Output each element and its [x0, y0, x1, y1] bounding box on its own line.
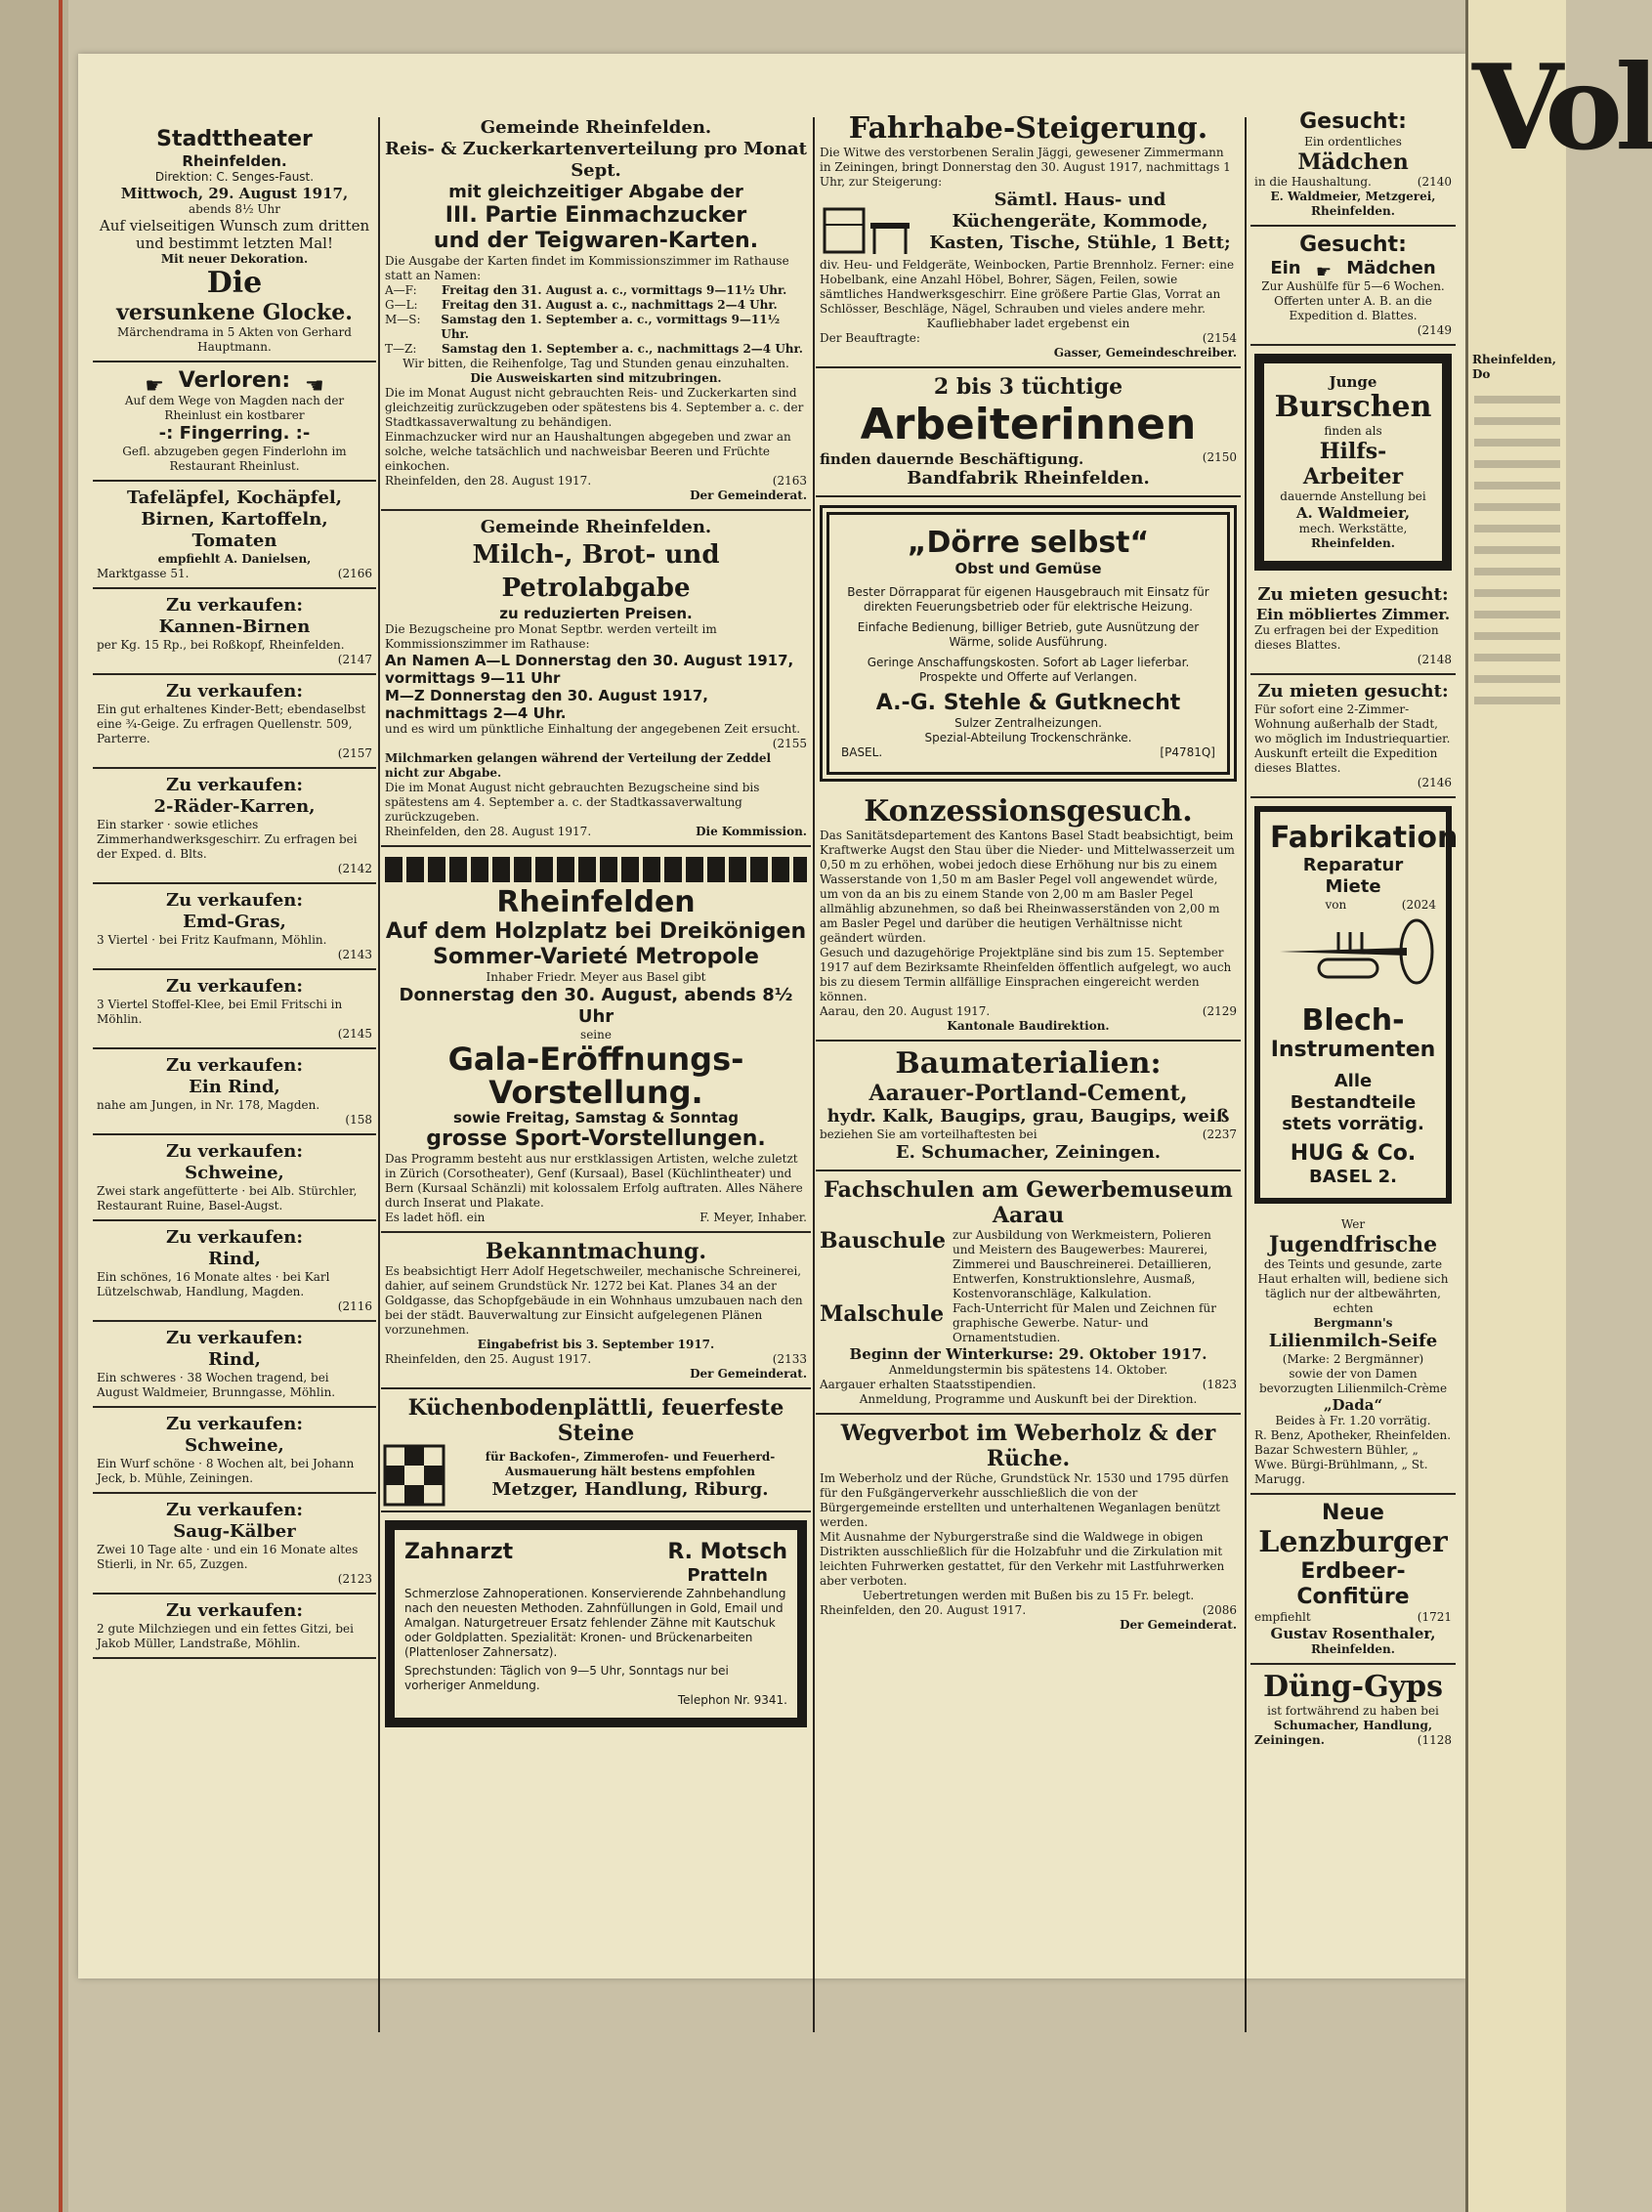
sale-text: 2 gute Milchziegen und ein fettes Gitzi, bei Jakob Müller, Landstraße, Möhlin. [97, 1622, 354, 1650]
ad-text: Schmerzlose Zahnoperationen. Konservierende Zahnbehandlung nach den neuesten Methoden. Zahnfüllungen in Gold, Email und Amalgan. Naturgetreuer Ersatz fehlender Zähne mit Kautschuk oder Goldplatten. Spezialität: Kronen- und Brückenarbeiten (Plattenloser Zahnersatz). [404, 1587, 786, 1659]
notice-date: Rheinfelden, den 28. August 1917. [385, 474, 592, 488]
sale-head: Zu verkaufen: [165, 1055, 304, 1076]
sale-text: nahe am Jungen, in Nr. 178, Magden. [97, 1098, 320, 1112]
schedule-letters: A—F: [385, 283, 417, 297]
ad-name: R. Motsch [667, 1540, 787, 1564]
adjacent-masthead: Vol [1472, 39, 1652, 177]
sale-item: Emd-Gras, [183, 912, 286, 932]
column-rule [813, 117, 815, 2032]
theater-ad [93, 59, 376, 362]
ad-code: (1128 [1417, 1733, 1452, 1747]
ad-code: (2116 [337, 1299, 372, 1313]
variete-sign: F. Meyer, Inhaber. [699, 1211, 807, 1224]
ad-code: (2166 [337, 567, 372, 580]
schedule-time: Freitag den 31. August a. c., vormittags 9—11½ Uhr. [442, 283, 787, 297]
ad-code: (2154 [1202, 331, 1237, 345]
ad-p1: Bester Dörrapparat für eigenen Hausgebrauch mit Einsatz für direkten Feuerungsbetrieb oder für elektrische Heizung. [847, 585, 1209, 614]
ad-city: BASEL. [841, 745, 883, 759]
ad-sign: A. Waldmeier, [1295, 504, 1411, 522]
ad-code: (2142 [337, 862, 372, 875]
sale-text: 3 Viertel Stoffel-Klee, bei Emil Fritschi in Möhlin. [97, 998, 343, 1026]
sale-head: Zu verkaufen: [165, 1500, 304, 1520]
ad-text: des Teints und gesunde, zarte Haut erhalten will, bediene sich täglich nur der altbewährten, echten [1257, 1257, 1449, 1315]
ad-code: (2133 [772, 1352, 807, 1366]
ad-head: Zu mieten gesucht: [1257, 681, 1449, 702]
ad-l3: beziehen Sie am vorteilhaftesten bei [820, 1127, 1038, 1141]
ad-city: Pratteln [687, 1565, 768, 1586]
variete-sport: grosse Sport-Vorstellungen. [426, 1127, 766, 1151]
notice-r1: An Namen A—L Donnerstag den 30. August 1917, vormittags 9—11 Uhr [385, 652, 794, 687]
sale-item: Saug-Kälber [173, 1521, 296, 1542]
ad-code: [P4781Q] [1160, 745, 1215, 759]
theater-title: Stadttheater [156, 127, 313, 151]
ad-code: (2123 [337, 1572, 372, 1586]
ad-top: 2 bis 3 tüchtige [933, 374, 1123, 400]
schedule-letters: T—Z: [385, 342, 417, 356]
notice-text2: Mit Ausnahme der Nyburgerstraße sind die Waldwege in obigen Distrikten ausschließlich für die Holzabfuhr und die Zirkulation mit leichten Fuhrwerken gestattet, für den Verkehr mit Lastfuhrwerken aber verboten. [820, 1530, 1225, 1588]
theater-date: Mittwoch, 29. August 1917, [120, 185, 349, 202]
notice-date: Aarau, den 20. August 1917. [820, 1004, 991, 1018]
ad-code: (158 [345, 1113, 372, 1127]
notice-r2: M—Z Donnerstag den 30. August 1917, nachmittags 2—4 Uhr. [385, 687, 708, 722]
sale-text: Ein starker · sowie etliches Zimmerhandwerksgeschirr. Zu erfragen bei der Exped. d. Blts. [97, 818, 358, 861]
ad-p3: Geringe Anschaffungskosten. Sofort ab Lager lieferbar. Prospekte und Offerte auf Verlangen. [867, 656, 1190, 684]
ad-sub: Obst und Gemüse [954, 560, 1102, 577]
notice-sign: Der Gemeinderat. [690, 1367, 807, 1381]
ad-l2: in die Haushaltung. [1254, 175, 1372, 189]
ad-text: für Backofen-, Zimmerofen- und Feuerherd-Ausmauerung hält bestens empfohlen [485, 1450, 776, 1478]
sale-ad [93, 1408, 376, 1494]
sale-text: Zwei 10 Tage alte · und ein 16 Monate altes Stierli, in Nr. 65, Zuzgen. [97, 1543, 359, 1571]
steigerung-ad [816, 59, 1241, 368]
doerre-ad [820, 505, 1237, 782]
variete-gala: Gala-Eröffnungs-Vorstellung. [447, 1041, 744, 1111]
column-4 [1250, 59, 1459, 1754]
arbeiterinnen-ad [816, 368, 1241, 497]
ad-l1: Junge [1329, 373, 1377, 391]
sale-ad [93, 1322, 376, 1408]
sale-text: 3 Viertel · bei Fritz Kaufmann, Möhlin. [97, 933, 327, 947]
sale-ad [93, 970, 376, 1049]
ad-hours: Sprechstunden: Täglich von 9—5 Uhr, Sonntags nur bei vorheriger Anmeldung. [404, 1664, 729, 1692]
ad-l1: Aarauer-Portland-Cement, [868, 1081, 1188, 1106]
gesucht-ad-2 [1250, 227, 1456, 346]
sale-head: Zu verkaufen: [165, 1328, 304, 1348]
notice-deadline: Eingabefrist bis 3. September 1917. [477, 1338, 715, 1351]
apples-l4: empfiehlt A. Danielsen, [157, 552, 312, 566]
ad-code: (2157 [337, 746, 372, 760]
variete-also: sowie Freitag, Samstag & Sonntag [452, 1109, 740, 1127]
notice-p1: Wir bitten, die Reihenfolge, Tag und Stunden genau einzuhalten. [402, 357, 789, 370]
ad-l2: Miete [1325, 876, 1381, 897]
ad-code: (2129 [1202, 1004, 1237, 1018]
ad-title: Zahnarzt [404, 1540, 514, 1564]
ad-items: Sämtl. Haus- und Küchengeräte, Kommode, Kasten, Tische, Stühle, 1 Bett; [929, 190, 1231, 253]
notice-text: Im Weberholz und der Rüche, Grundstück Nr. 1530 und 1795 dürfen für den Fußgängerverkehr ausschließlich die von der Bürgergemeinde erstellten und unterhaltenen Weganlagen benützt werden. [820, 1471, 1229, 1529]
sale-ad [93, 1135, 376, 1221]
sale-ad [93, 589, 376, 675]
sale-text: Ein gut erhaltenes Kinder-Bett; ebendaselbst eine ¾-Geige. Zu erfragen Quellenstr. 509, Parterre. [97, 702, 366, 745]
play-title-2: versunkene Glocke. [116, 300, 353, 325]
ad-brand: Bergmann's [1313, 1316, 1393, 1330]
ad-title: „Dörre selbst“ [907, 526, 1150, 560]
ad-title: Fahrhabe-Steigerung. [848, 111, 1208, 146]
ad-code: (2146 [1417, 776, 1452, 789]
ad-code: (2148 [1417, 653, 1452, 666]
ad-l1: Reparatur [1302, 855, 1404, 875]
sale-item: Schweine, [185, 1163, 284, 1183]
notice-title: Konzessionsgesuch. [864, 794, 1193, 829]
ad-l2: finden als [1324, 424, 1382, 438]
theater-direction: Direktion: C. Senges-Faust. [154, 170, 315, 184]
notice-title: Wegverbot im Weberholz & der Rüche. [840, 1421, 1216, 1471]
ad-l2: Erdbeer- [1300, 1559, 1406, 1584]
furniture-icon [820, 190, 917, 258]
notice-text: Das Sanitätsdepartement des Kantons Basel Stadt beabsichtigt, beim Kraftwerke Augst den Stau über die Nieder- und Mittelwasserzeit um 0,50 m zu erhöhen, wobei jedoch diese Erhöhung nur bis zu einem Wasserstande von 1,50 m am Basler Pegel voll angewendet würde, um von da an bis zu einem Stande von 2,00 m am Basler Pegel allmählig abzunehmen, so daß bei Rheinwasserständen von 2,00 m am Basler Pegel und darüber die heutigen Verhältnisse nicht geändert würden. [820, 829, 1235, 945]
variete-prog: Das Programm besteht aus nur erstklassigen Artisten, welche zuletzt in Zürich (Corsotheater), Genf (Kursaal), Basel (Küchlintheater) und Bern (Kursaal Schänzli) mit kolossalem Erfolg auftraten. Alles Nähere durch Inserat und Plakate. [385, 1152, 803, 1210]
ad-mark: (Marke: 2 Bergmänner) [1282, 1352, 1424, 1366]
ad-info: Aargauer erhalten Staatsstipendien. [820, 1378, 1037, 1391]
ad-big: Lenzburger [1258, 1525, 1448, 1559]
ad-firm: A.-G. Stehle & Gutknecht [875, 691, 1181, 715]
sale-head: Zu verkaufen: [165, 681, 304, 702]
ad-p: Alle Bestandteile stets vorrätig. [1282, 1071, 1424, 1134]
notice-title: Reis- & Zuckerkartenverteilung pro Monat Sept. [385, 139, 807, 181]
sale-head: Zu verkaufen: [165, 1141, 304, 1162]
wegverbot-notice [816, 1415, 1241, 1638]
notice-p4: Einmachzucker wird nur an Haushaltungen abgegeben und zwar an solche, welche tatsächlich und nachweisbar Beeren und Früchte einkochen. [385, 430, 791, 473]
notice-intro: Die Ausgabe der Karten findet im Kommissionszimmer im Rathause statt an Namen: [385, 254, 789, 282]
ad-info2: Anmeldung, Programme und Auskunft bei der Direktion. [859, 1392, 1198, 1406]
variete-name: Sommer-Varieté Metropole [433, 945, 759, 969]
notice-sign: Die Kommission. [696, 825, 807, 838]
ad-code: (2143 [337, 948, 372, 961]
ad-head: Wer [1340, 1217, 1366, 1231]
zucker-notice [381, 59, 811, 511]
notice-date: Rheinfelden, den 20. August 1917. [820, 1603, 1027, 1617]
column-3 [816, 59, 1241, 1638]
play-desc: Märchendrama in 5 Akten von Gerhard Hauptmann. [117, 325, 352, 354]
gesucht-ad-1 [1250, 59, 1456, 227]
variete-place: Auf dem Holzplatz bei Dreikönigen [385, 919, 807, 944]
sale-item: 2-Räder-Karren, [153, 796, 316, 817]
ad-sub2: Sulzer Zentralheizungen. [954, 716, 1102, 730]
lost-text2: Gefl. abzugeben gegen Finderlohn im Restaurant Rheinlust. [122, 445, 347, 473]
fachschulen-ad [816, 1171, 1241, 1415]
ad-l2: hydr. Kalk, Baugips, grau, Baugips, weiß [826, 1106, 1230, 1127]
lost-text: Auf dem Wege von Magden nach der Rheinlust ein kostbarer [124, 394, 345, 422]
trumpet-icon [1270, 913, 1436, 1000]
adjacent-dateline: Rheinfelden, Do [1472, 353, 1556, 381]
sale-ad [93, 1595, 376, 1659]
sale-text: Zwei stark angefütterte · bei Alb. Stürchler, Restaurant Ruine, Basel-Augst. [97, 1184, 358, 1212]
ad-big: Jugendfrische [1268, 1232, 1438, 1257]
ad-invite: Kaufliebhaber ladet ergebenst ein [926, 317, 1130, 330]
sale-head: Zu verkaufen: [165, 1600, 304, 1621]
ad-big: Mädchen [1297, 149, 1409, 175]
ad-sign: Schumacher, Handlung, [1273, 1719, 1433, 1732]
schedule-row [385, 313, 807, 342]
sale-text: Ein schönes, 16 Monate altes · bei Karl Lützelschwab, Handlung, Magden. [97, 1270, 330, 1298]
adjacent-page [1465, 0, 1652, 2212]
sale-head: Zu verkaufen: [165, 595, 304, 616]
notice-sign: Der Gemeinderat. [690, 489, 807, 502]
ad-code: (2163 [772, 474, 807, 488]
sale-text: Ein Wurf schöne · 8 Wochen alt, bei Johann Jeck, b. Mühle, Zeiningen. [97, 1457, 355, 1485]
ad-code: (2147 [337, 653, 372, 666]
column-1 [93, 59, 376, 1659]
ad-code: (2086 [1202, 1603, 1237, 1617]
kuechen-ad [381, 1389, 811, 1512]
variete-ad [381, 847, 811, 1233]
sale-ad [93, 1494, 376, 1595]
notice-p2: Die Ausweiskarten sind mitzubringen. [470, 371, 722, 385]
burschen-ad [1254, 354, 1452, 571]
ad-head: Gesucht: [1299, 233, 1407, 257]
sale-head: Zu verkaufen: [165, 1414, 304, 1434]
theater-place: Rheinfelden. [182, 152, 287, 170]
ad-head: Gesucht: [1299, 109, 1407, 134]
theater-deco: Mit neuer Dekoration. [160, 252, 309, 266]
notice-big2: und der Teigwaren-Karten. [433, 229, 759, 253]
lenzburger-ad [1250, 1495, 1456, 1665]
notice-p4: Die im Monat August nicht gebrauchten Bezugscheine sind bis spätestens am 4. September a. c. der Stadtkassaverwaltung zurückzugeben. [385, 781, 760, 824]
zahnarzt-ad [385, 1520, 807, 1727]
lost-title: ☛ Verloren: ☚ [97, 368, 372, 394]
theater-time: abends 8½ Uhr [189, 202, 280, 216]
ad-price: Beides à Fr. 1.20 vorrätig. [1275, 1414, 1431, 1427]
ornament-band [385, 857, 807, 882]
bekannt-notice [381, 1233, 811, 1389]
ad-code: (2145 [337, 1027, 372, 1041]
column-rule [378, 117, 380, 2032]
ad-code: (1823 [1202, 1378, 1237, 1391]
ad-sign: E. Waldmeier, Metzgerei, Rheinfelden. [1270, 190, 1436, 218]
ad-sign: Gustav Rosenthaler, [1270, 1625, 1436, 1642]
ad-sign: Bandfabrik Rheinfelden. [907, 468, 1150, 489]
schedule-letters: G—L: [385, 298, 418, 312]
ad-text: Zu erfragen bei der Expedition dieses Blattes. [1254, 623, 1439, 652]
lost-item: -: Fingerring. :- [158, 423, 311, 444]
variete-invite: Es ladet höfl. ein [385, 1211, 486, 1224]
sale-text: Ein schweres · 38 Wochen tragend, bei August Waldmeier, Brunngasse, Möhlin. [97, 1371, 336, 1399]
notice-sign: Der Gemeinderat. [1120, 1618, 1237, 1632]
notice-date: Rheinfelden, den 25. August 1917. [385, 1352, 592, 1366]
ad-city: Rheinfelden. [1311, 1642, 1395, 1656]
variete-city: Rheinfelden [496, 885, 696, 919]
sale-ad [93, 769, 376, 884]
ad-l4: mech. Werkstätte, [1298, 522, 1408, 535]
ad-text: Die Witwe des verstorbenen Seralin Jäggi, gewesener Zimmermann in Zeiningen, bringt Donnerstag den 30. August 1917, nachmittags 1 Uhr, zur Steigerung: [820, 146, 1231, 189]
ad-blech: Blech- [1301, 1003, 1405, 1038]
ad-p2: Einfache Bedienung, billiger Betrieb, gute Ausnützung der Wärme, solide Ausführung. [857, 620, 1200, 649]
ad-phone: Telephon Nr. 9341. [677, 1693, 787, 1707]
ad-agent: Der Beauftragte: [820, 331, 920, 345]
ad-title: Arbeiterinnen [860, 400, 1197, 449]
ad-text: Für sofort eine 2-Zimmer-Wohnung außerhalb der Stadt, wo möglich im Industriequartier. Auskunft erteilt die Expedition dieses Blattes. [1254, 702, 1451, 775]
ad-title: Baumaterialien: [895, 1046, 1162, 1081]
apples-l3: Tomaten [191, 531, 277, 551]
ad-sign: E. Schumacher, Zeiningen. [895, 1142, 1162, 1163]
apples-ad [93, 482, 376, 589]
ad-code: (2149 [1417, 323, 1452, 337]
sale-item: Kannen-Birnen [158, 617, 311, 637]
notice-title: Bekanntmachung. [485, 1239, 707, 1264]
sale-ad [93, 1221, 376, 1322]
ad-von: von [1325, 898, 1347, 912]
sale-ad [93, 884, 376, 970]
sale-item: Rind, [208, 1249, 261, 1269]
notice-p3: Milchmarken gelangen während der Verteilung der Zeddel nicht zur Abgabe. [385, 751, 772, 780]
schedule-time: Freitag den 31. August a. c., nachmittags 2—4 Uhr. [442, 298, 778, 312]
ad-l5: Rheinfelden. [1311, 536, 1395, 550]
page-edge-ribbon [59, 0, 63, 2212]
school-mal-text: Fach-Unterricht für Malen und Zeichnen für graphische Gewerbe. Natur- und Ornamentstudien. [953, 1301, 1216, 1344]
ad-big: Düng-Gyps [1263, 1670, 1443, 1704]
play-title-1: Die [206, 266, 263, 300]
schedule [385, 283, 807, 357]
ad-more: div. Heu- und Feldgeräte, Weinbocken, Partie Brennholz. Ferner: eine Hobelbank, eine Anzahl Höbel, Bohrer, Sägen, Feilen, sowie sämtliches Handwerksgeschirr. Eine größere Partie Glas, Vorrat an Schlösser, Beschläge, Nägel, Schrauben und vieles andere mehr. [820, 258, 1235, 316]
apples-l1: Tafeläpfel, Kochäpfel, [126, 488, 343, 508]
sale-head: Zu verkaufen: [165, 976, 304, 997]
ad-code: (2140 [1417, 175, 1452, 189]
notice-p3: Die im Monat August nicht gebrauchten Reis- und Zuckerkarten sind gleichzeitig zurückzugeben oder spätestens bis 4. September a. c. der Stadtkassaverwaltung zu behändigen. [385, 386, 804, 429]
ad-code: (2237 [1202, 1127, 1237, 1141]
ad-code: (2155 [772, 737, 807, 750]
notice-p1: Die Bezugscheine pro Monat Septbr. werden verteilt im Kommissionszimmer im Rathause: [385, 622, 717, 651]
ad-sign: Gasser, Gemeindeschreiber. [1053, 346, 1237, 360]
column-rule [1245, 117, 1247, 2032]
notice-date: Rheinfelden, den 28. August 1917. [385, 825, 592, 838]
sale-ads [93, 589, 376, 1659]
ad-firm: HUG & Co. [1290, 1141, 1417, 1166]
notice-text2: Gesuch und dazugehörige Projektpläne sind bis zum 15. September 1917 auf dem Bezirksamte Rheinfelden öffentlich aufgelegt, wo auch bis zu diesem Termin allfällige Einsprachen eingereicht werden können. [820, 946, 1232, 1003]
ad-code: (2024 [1401, 898, 1436, 912]
school-bau: Bauschule [820, 1228, 946, 1254]
sale-head: Zu verkaufen: [165, 1227, 304, 1248]
mieten-ad-2 [1250, 675, 1456, 798]
sale-item: Rind, [208, 1349, 261, 1370]
schedule-row [385, 298, 807, 313]
fabrikation-ad [1254, 806, 1459, 1204]
ad-begin: Beginn der Winterkurse: 29. Oktober 1917. [849, 1345, 1207, 1363]
school-mal: Malschule [820, 1301, 945, 1327]
sale-text: per Kg. 15 Rp., bei Roßkopf, Rheinfelden. [97, 638, 345, 652]
notice-sign: Kantonale Baudirektion. [947, 1019, 1110, 1033]
notice-head: Gemeinde Rheinfelden. [480, 517, 712, 537]
jugendfrische-ad [1250, 1212, 1456, 1495]
apples-l5: Marktgasse 51. [97, 567, 190, 580]
schedule-row [385, 342, 807, 357]
duenggips-ad [1250, 1665, 1456, 1754]
variete-owner: Inhaber Friedr. Meyer aus Basel gibt [486, 970, 706, 984]
ad-big: Mädchen [1346, 258, 1436, 278]
notice-sub: zu reduzierten Preisen. [499, 605, 693, 622]
column-2 [381, 59, 811, 1735]
ad-l1: Neue [1322, 1501, 1384, 1525]
sale-item: Ein Rind, [189, 1077, 280, 1097]
pointing-hand-icon: ☛ [145, 374, 164, 399]
ad-reg: Anmeldungstermin bis spätestens 14. Oktober. [888, 1363, 1168, 1377]
ad-title: Küchenbodenplättli, feuerfeste Steine [407, 1395, 784, 1446]
ad-sub: finden dauernde Beschäftigung. [820, 450, 1084, 468]
baumaterial-ad [816, 1042, 1241, 1171]
sale-head: Zu verkaufen: [165, 775, 304, 795]
mieten-ad-1 [1250, 578, 1456, 675]
school-bau-text: zur Ausbildung von Werkmeistern, Polieren und Meistern des Baugewerbes: Maurerei, Zimmerei und Bauschreinerei. Detaillieren, Entwerfen, Konstruktionslehre, Ausmaß, Kostenvoranschläge, Kalkulation. [953, 1228, 1212, 1300]
sale-head: Zu verkaufen: [165, 890, 304, 911]
ad-big: Ein möbliertes Zimmer. [1255, 606, 1451, 623]
notice-p2: und es wird um pünktliche Einhaltung der angegebenen Zeit ersucht. [385, 722, 801, 736]
ad-l4: empfiehlt [1254, 1610, 1311, 1624]
konzession-notice [816, 789, 1241, 1042]
milch-notice [381, 511, 811, 847]
schedule-time: Samstag den 1. September a. c., nachmittags 2—4 Uhr. [442, 342, 803, 356]
ad-code: (2150 [1202, 450, 1237, 464]
pointing-hand-icon: ☛ [1315, 262, 1332, 282]
notice-text3: Uebertretungen werden mit Bußen bis zu 15 Fr. belegt. [862, 1589, 1195, 1602]
notice-text: Es beabsichtigt Herr Adolf Hegetschweiler, mechanische Schreinerei, dahier, auf seinem Grundstück Nr. 1272 bei Kat. Planes 34 an der Goldgasse, das Schopfgebäude in ein Wohnhaus umzubauen nach den bei der städt. Bauverwaltung zur Einsicht aufgelegenen Plänen vorzunehmen. [385, 1264, 803, 1337]
ad-sub3: Spezial-Abteilung Trockenschränke. [924, 731, 1132, 744]
apples-l2: Birnen, Kartoffeln, [141, 509, 328, 530]
pointing-hand-icon: ☚ [305, 374, 324, 399]
sale-ad [93, 1049, 376, 1135]
ad-sellers: R. Benz, Apotheker, Rheinfelden. Bazar Schwestern Bühler, „ Wwe. Bürgi-Brühlmann, „ St. Marugg. [1254, 1428, 1452, 1486]
ad-head: Zu mieten gesucht: [1257, 584, 1449, 605]
ad-l1: Ein ordentliches [1304, 135, 1402, 149]
ad-l3: Confitüre [1296, 1585, 1410, 1609]
schedule-letters: M—S: [385, 313, 421, 326]
notice-sub: mit gleichzeitiger Abgabe der [448, 182, 743, 202]
ad-title: Fachschulen am Gewerbemuseum Aarau [824, 1177, 1233, 1228]
notice-big1: III. Partie Einmachzucker [445, 203, 747, 228]
sale-ad [93, 675, 376, 769]
ad-dada: „Dada“ [1323, 1396, 1383, 1414]
ad-text2: sowie der von Damen bevorzugten Lilienmilch-Crème [1258, 1367, 1448, 1395]
ad-l2: Zur Aushülfe für 5—6 Wochen. Offerten unter A. B. an die Expedition d. Blattes. [1261, 279, 1445, 322]
ad-code: (1721 [1417, 1610, 1452, 1624]
ad-instr: Instrumenten [1270, 1038, 1436, 1062]
ad-text: ist fortwährend zu haben bei [1267, 1704, 1439, 1718]
variete-seine: seine [580, 1028, 612, 1042]
variete-date: Donnerstag den 30. August, abends 8½ Uhr [399, 985, 793, 1027]
notice-head: Gemeinde Rheinfelden. [480, 117, 712, 138]
ad-sign: Metzger, Handlung, Riburg. [491, 1479, 769, 1500]
schedule-time: Samstag den 1. September a. c., vormittags 9—11½ Uhr. [441, 313, 781, 341]
lost-ad [93, 362, 376, 482]
ad-city: Zeiningen. [1254, 1733, 1325, 1747]
ad-soap: Lilienmilch-Seife [1268, 1331, 1438, 1351]
schedule-row [385, 283, 807, 298]
ad-l1: Ein [1270, 258, 1301, 278]
ad-city: BASEL 2. [1308, 1167, 1397, 1187]
ad-l3: dauernde Anstellung bei [1280, 489, 1426, 503]
ad-big: Burschen [1274, 390, 1432, 424]
notice-title: Milch-, Brot- und Petrolabgabe [472, 540, 720, 603]
ad-big2: Hilfs-Arbeiter [1302, 439, 1404, 489]
sale-item: Schweine, [185, 1435, 284, 1456]
ad-big: Fabrikation [1270, 821, 1459, 855]
tile-pattern-icon [385, 1446, 444, 1505]
theater-wish: Auf vielseitigen Wunsch zum dritten und bestimmt letzten Mal! [99, 217, 370, 252]
